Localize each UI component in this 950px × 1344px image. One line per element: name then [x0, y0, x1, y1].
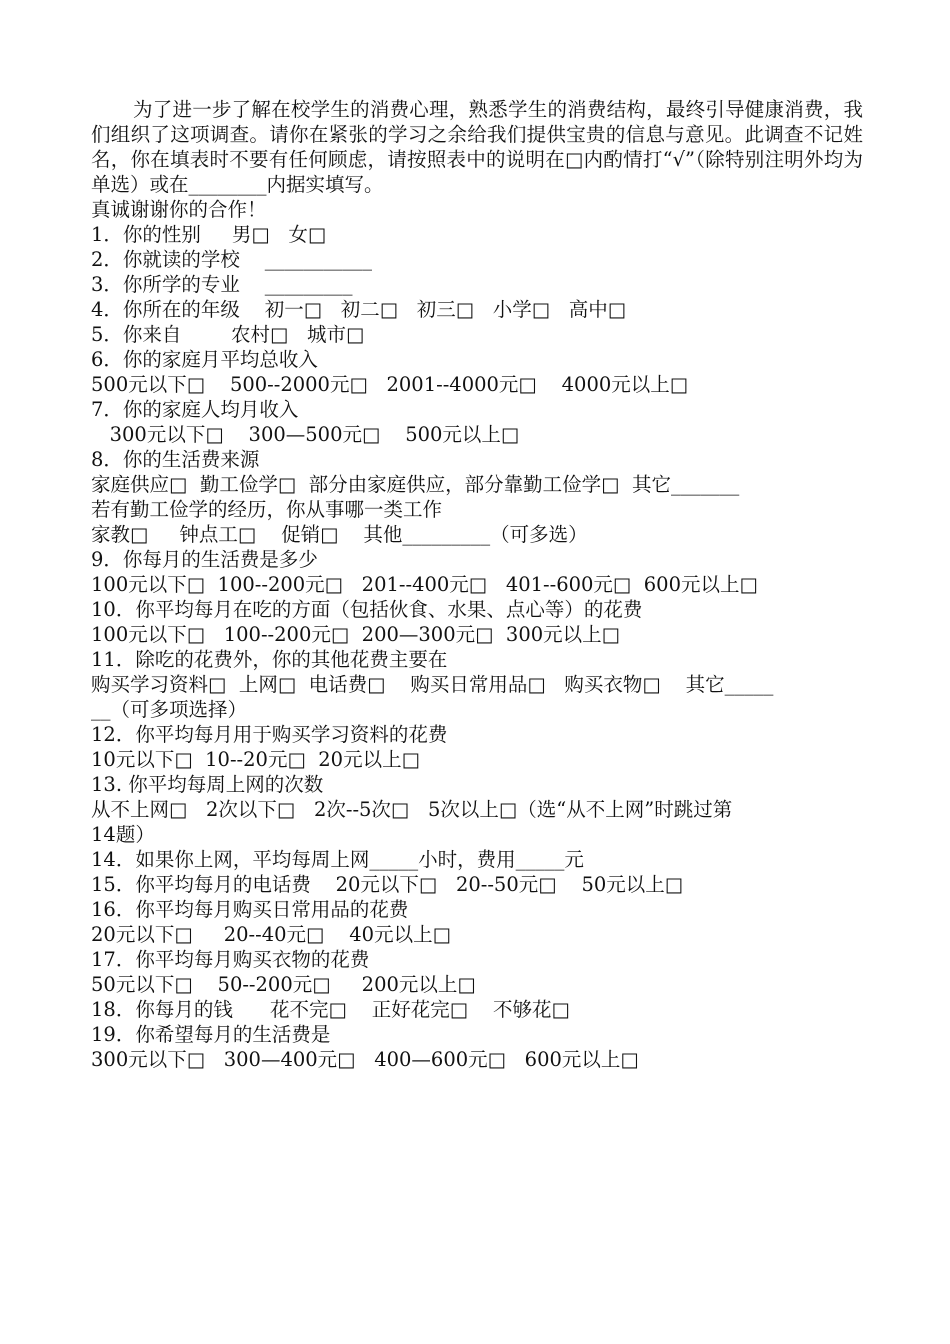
q11-options: 购买学习资料□ 上网□ 电话费□ 购买日常用品□ 购买衣物□ 其它_____ [91, 673, 774, 696]
q18-question: 18．你每月的钱 花不完□ 正好花完□ 不够花□ [91, 998, 570, 1021]
q6-question: 6．你的家庭月平均总收入 [91, 348, 318, 371]
survey-document [91, 97, 863, 1072]
q16-question: 16．你平均每月购买日常用品的花费 [91, 898, 409, 921]
q4-grade: 4．你所在的年级 初一□ 初二□ 初三□ 小学□ 高中□ [91, 298, 627, 321]
q5-origin: 5．你来自 农村□ 城市□ [91, 323, 365, 346]
q19-question: 19．你希望每月的生活费是 [91, 1023, 331, 1046]
q16-options: 20元以下□ 20--40元□ 40元以上□ [91, 923, 451, 946]
survey-lines [91, 197, 863, 1072]
q3-major: 3．你所学的专业 _________ [91, 273, 353, 296]
q8-sub-options: 家教□ 钟点工□ 促销□ 其他_________（可多选） [91, 523, 588, 546]
q9-options: 100元以下□ 100--200元□ 201--400元□ 401--600元□ 600元以上□ [91, 573, 758, 596]
q1-gender: 1．你的性别 男□ 女□ [91, 223, 327, 246]
q9-question: 9．你每月的生活费是多少 [91, 548, 318, 571]
q19-options: 300元以下□ 300—400元□ 400—600元□ 600元以上□ [91, 1048, 639, 1071]
q7-options: 300元以下□ 300—500元□ 500元以上□ [91, 423, 520, 446]
q17-options: 50元以下□ 50--200元□ 200元以上□ [91, 973, 476, 996]
q13-question: 13. 你平均每周上网的次数 [91, 773, 324, 796]
q13-options: 从不上网□ 2次以下□ 2次--5次□ 5次以上□（选“从不上网”时跳过第 [91, 798, 733, 821]
q11-options-cont: __（可多项选择） [91, 698, 248, 721]
thanks-line: 真诚谢谢你的合作！ [91, 198, 267, 221]
q10-options: 100元以下□ 100--200元□ 200—300元□ 300元以上□ [91, 623, 621, 646]
q11-question: 11．除吃的花费外，你的其他花费主要在 [91, 648, 448, 671]
intro-paragraph: 为了进一步了解在校学生的消费心理，熟悉学生的消费结构，最终引导健康消费，我们组织了这项调查。请你在紧张的学习之余给我们提供宝贵的信息与意见。此调查不记姓名，你在填表时不要有任何顾虑，请按照表中的说明在□内酌情打“√”（除特别注明外均为单选）或在________内据实填写。 [91, 98, 863, 196]
q8-subquestion: 若有勤工俭学的经历，你从事哪一类工作 [91, 498, 443, 521]
q12-question: 12．你平均每月用于购买学习资料的花费 [91, 723, 448, 746]
q2-school: 2．你就读的学校 ___________ [91, 248, 372, 271]
q15-question: 15．你平均每月的电话费 20元以下□ 20--50元□ 50元以上□ [91, 873, 684, 896]
q12-options: 10元以下□ 10--20元□ 20元以上□ [91, 748, 420, 771]
q14-question: 14．如果你上网，平均每周上网_____小时，费用_____元 [91, 848, 584, 871]
q13-options-cont: 14题） [91, 823, 155, 846]
q8-options: 家庭供应□ 勤工俭学□ 部分由家庭供应，部分靠勤工俭学□ 其它_______ [91, 473, 740, 496]
q8-question: 8．你的生活费来源 [91, 448, 260, 471]
q6-options: 500元以下□ 500--2000元□ 2001--4000元□ 4000元以上□ [91, 373, 689, 396]
q10-question: 10．你平均每月在吃的方面（包括伙食、水果、点心等）的花费 [91, 598, 643, 621]
q7-question: 7．你的家庭人均月收入 [91, 398, 299, 421]
q17-question: 17．你平均每月购买衣物的花费 [91, 948, 370, 971]
